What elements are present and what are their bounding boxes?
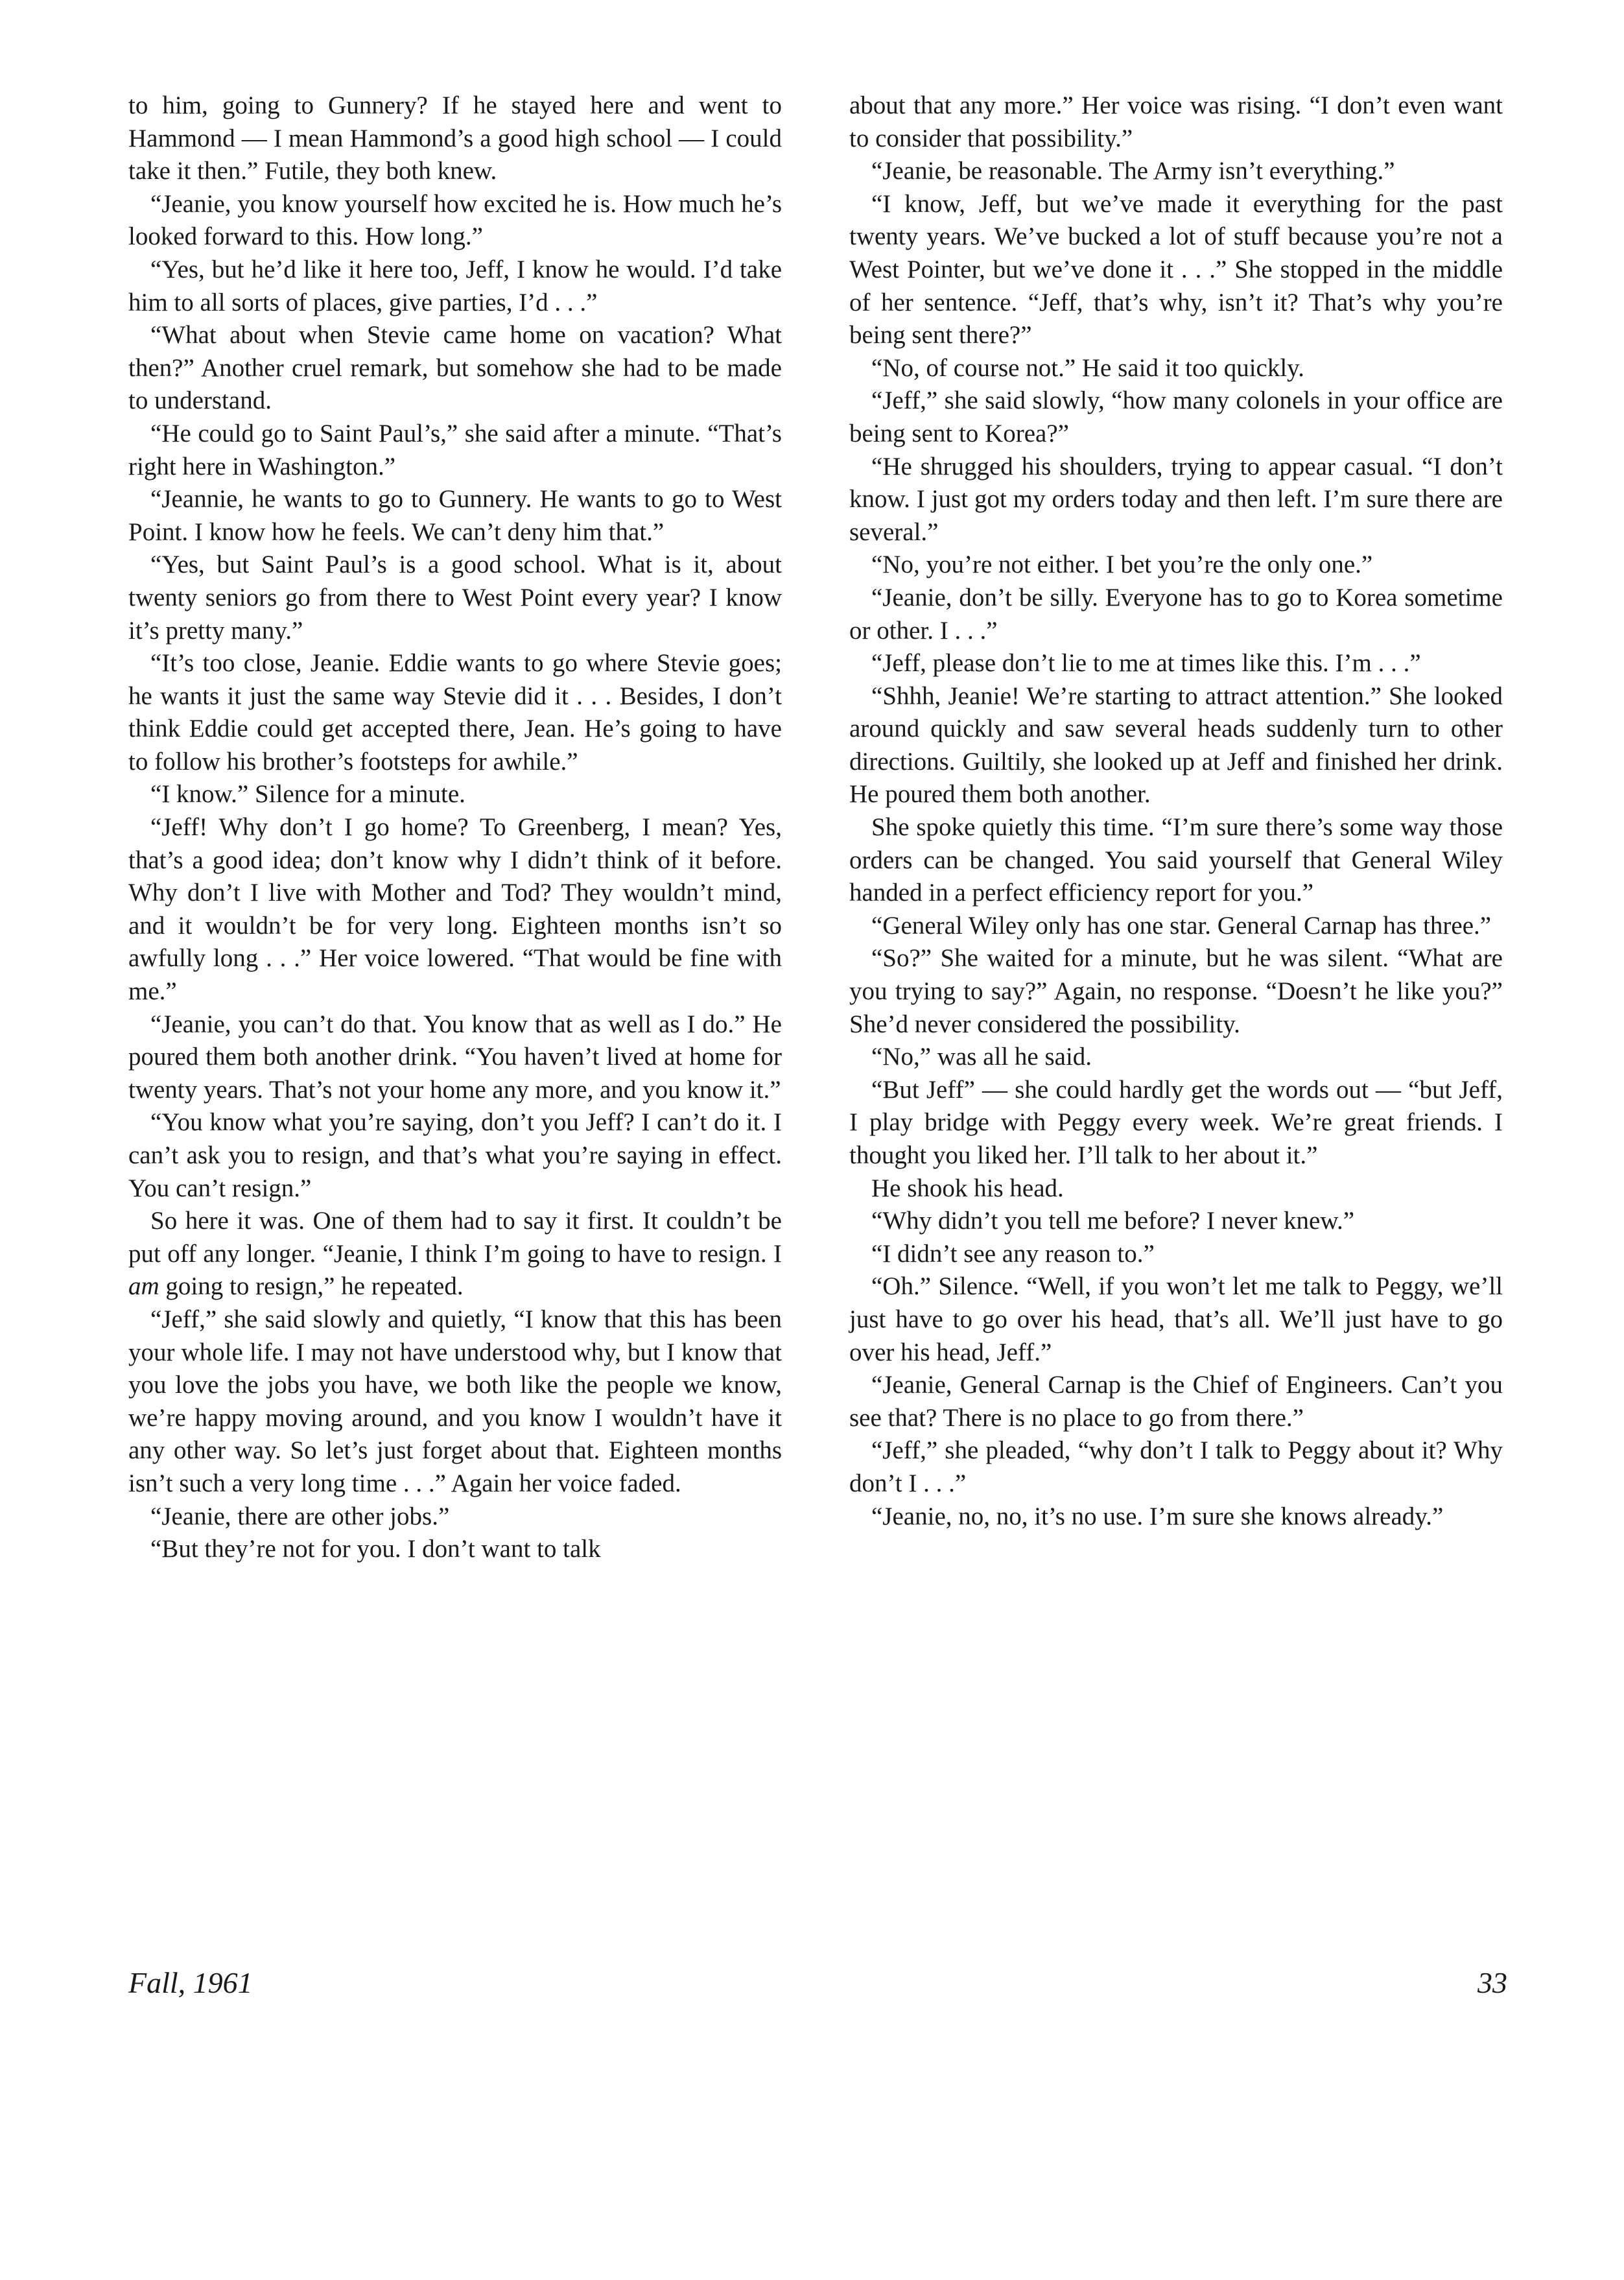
paragraph: “Jeff,” she pleaded, “why don’t I talk to Peggy about it? Why don’t I . . .” <box>849 1436 1503 1497</box>
paragraph: “What about when Stevie came home on vacation? What then?” Another cruel remark, but somehow she had to be made to understand. <box>128 321 782 415</box>
paragraph: “Jeanie, don’t be silly. Everyone has to go to Korea sometime or other. I . . .” <box>849 583 1503 645</box>
paragraph: “He could go to Saint Paul’s,” she said after a minute. “That’s right here in Washington.” <box>128 419 782 481</box>
paragraph: “Jeanie, General Carnap is the Chief of Engineers. Can’t you see that? There is no place to go from there.” <box>849 1371 1503 1432</box>
paragraph: “No,” was all he said. <box>871 1043 1092 1071</box>
paragraph: “No, of course not.” He said it too quickly. <box>871 353 1304 382</box>
paragraph: “Jeanie, you can’t do that. You know that as well as I do.” He poured them both another drink. “You haven’t lived at home for twenty years. That’s not your home any more, and you know it.” <box>128 1010 782 1104</box>
paragraph <box>128 1205 782 1303</box>
paragraph: “Shhh, Jeanie! We’re starting to attract attention.” She looked around quickly and saw several heads suddenly turn to other directions. Guiltily, she looked up at Jeff and finished her drink. He poured them both another. <box>849 682 1503 809</box>
paragraph: “It’s too close, Jeanie. Eddie wants to go where Stevie goes; he wants it just the same way Stevie did it . . . Besides, I don’t think Eddie could get accepted there, Jean. He’s going to have to follow his brother’s footsteps for awhile.” <box>128 649 782 776</box>
paragraph: “I know, Jeff, but we’ve made it everything for the past twenty years. We’ve bucked a lot of stuff because you’re not a West Pointer, but we’ve done it . . .” She stopped in the middle of her sentence. “Jeff, that’s why, isn’t it? That’s why you’re being sent there?” <box>849 189 1503 350</box>
left-text-column <box>128 89 782 1566</box>
paragraph: “Why didn’t you tell me before? I never knew.” <box>871 1207 1355 1235</box>
paragraph: “I know.” Silence for a minute. <box>150 780 465 809</box>
paragraph: “Jeff! Why don’t I go home? To Greenberg, I mean? Yes, that’s a good idea; don’t know why I didn’t think of it before. Why don’t I live with Mother and Tod? They wouldn’t mind, and it wouldn’t be for very long. Eighteen months isn’t so awfully long . . .” Her voice lowered. “That would be fine with me.” <box>128 813 782 1006</box>
paragraph: “You know what you’re saying, don’t you Jeff? I can’t do it. I can’t ask you to resign, and that’s what you’re saying in effect. You can’t resign.” <box>128 1108 782 1202</box>
paragraph: “Jeanie, be reasonable. The Army isn’t everything.” <box>871 157 1395 185</box>
paragraph: to him, going to Gunnery? If he stayed here and went to Hammond — I mean Hammond’s a good high school — I could take it then.” Futile, they both knew. <box>128 91 782 185</box>
emphasis-text: am <box>128 1272 159 1301</box>
paragraph: She spoke quietly this time. “I’m sure there’s some way those orders can be changed. You said yourself that General Wiley handed in a perfect efficiency report for you.” <box>849 813 1503 907</box>
paragraph: “Jeanie, there are other jobs.” <box>150 1502 450 1530</box>
paragraph: “Jeannie, he wants to go to Gunnery. He wants to go to West Point. I know how he feels. We can’t deny him that.” <box>128 485 782 546</box>
paragraph-text: So here it was. One of them had to say it first. It couldn’t be put off any longer. “Jeanie, I think I’m going to have to resign. I <box>128 1207 782 1268</box>
paragraph: “But Jeff” — she could hardly get the words out — “but Jeff, I play bridge with Peggy every week. We’re great friends. I thought you liked her. I’ll talk to her about it.” <box>849 1075 1503 1169</box>
issue-date: Fall, 1961 <box>128 1966 253 1999</box>
paragraph: “He shrugged his shoulders, trying to appear casual. “I don’t know. I just got my orders today and then left. I’m sure there are several.” <box>849 452 1503 546</box>
paragraph: “Oh.” Silence. “Well, if you won’t let me talk to Peggy, we’ll just have to go over his head, that’s all. We’ll just have to go over his head, Jeff.” <box>849 1272 1503 1366</box>
paragraph: “Jeanie, no, no, it’s no use. I’m sure she knows already.” <box>871 1502 1444 1530</box>
paragraph: “I didn’t see any reason to.” <box>871 1239 1155 1268</box>
paragraph: “No, you’re not either. I bet you’re the only one.” <box>871 551 1373 579</box>
paragraph: “So?” She waited for a minute, but he was silent. “What are you trying to say?” Again, no response. “Doesn’t he like you?” She’d never considered the possibility. <box>849 944 1503 1038</box>
paragraph-text: going to resign,” he repeated. <box>165 1272 464 1301</box>
paragraph: “General Wiley only has one star. General Carnap has three.” <box>871 911 1492 940</box>
paragraph: “Jeff, please don’t lie to me at times like this. I’m . . .” <box>871 649 1421 678</box>
paragraph: “Jeanie, you know yourself how excited he is. How much he’s looked forward to this. How long.” <box>128 189 782 251</box>
paragraph: “Jeff,” she said slowly, “how many colonels in your office are being sent to Korea?” <box>849 386 1503 447</box>
right-text-column <box>849 89 1503 1533</box>
paragraph: “Yes, but he’d like it here too, Jeff, I know he would. I’d take him to all sorts of places, give parties, I’d . . .” <box>128 255 782 316</box>
paragraph: “But they’re not for you. I don’t want to talk <box>150 1535 601 1563</box>
paragraph: “Jeff,” she said slowly and quietly, “I know that this has been your whole life. I may not have understood why, but I know that you love the jobs you have, we both like the people we know, we’re happy moving around, and you know I wouldn’t have it any other way. So let’s just forget about that. Eighteen months isn’t such a very long time . . .” Again her voice faded. <box>128 1305 782 1497</box>
paragraph: about that any more.” Her voice was rising. “I don’t even want to consider that possibility.” <box>849 91 1503 152</box>
paragraph: He shook his head. <box>871 1174 1064 1202</box>
page-number: 33 <box>1477 1966 1507 1999</box>
paragraph: “Yes, but Saint Paul’s is a good school. What is it, about twenty seniors go from there to West Point every year? I know it’s pretty many.” <box>128 551 782 645</box>
